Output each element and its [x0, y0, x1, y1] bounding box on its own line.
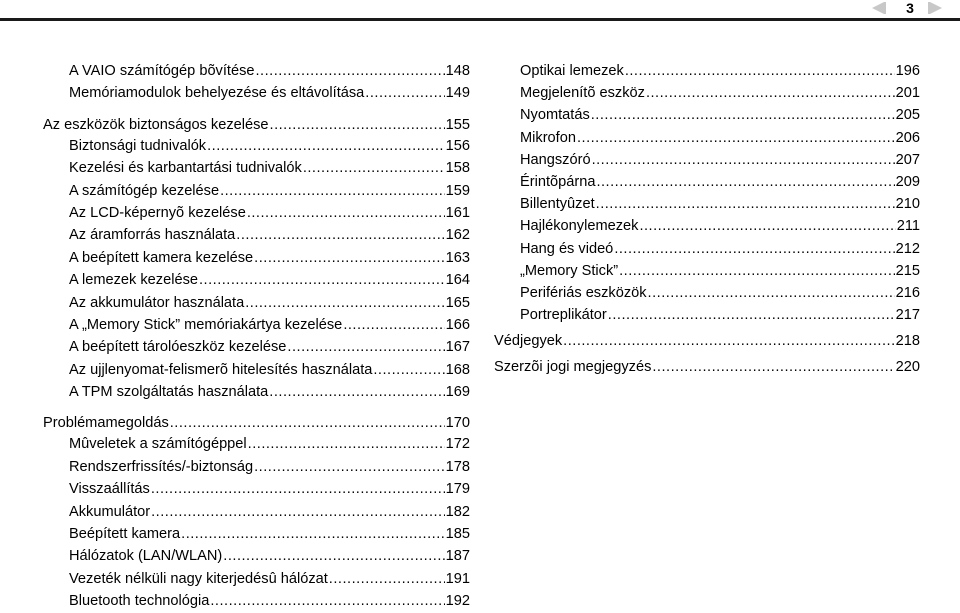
page-number: 3	[906, 0, 914, 16]
toc-entry[interactable]	[43, 590, 470, 612]
toc-entry[interactable]	[43, 105, 470, 135]
toc-dot-leader	[648, 282, 895, 304]
toc-entry-page: 196	[895, 63, 920, 79]
toc-entry-title: A beépített tárolóeszköz kezelése	[69, 339, 287, 356]
toc-entry[interactable]	[43, 135, 470, 157]
toc-entry[interactable]	[43, 456, 470, 478]
toc-entry[interactable]	[43, 157, 470, 179]
toc-entry-page: 210	[895, 196, 920, 213]
toc-dot-leader	[329, 568, 445, 590]
toc-entry-page: 179	[445, 481, 470, 498]
toc-dot-leader	[199, 269, 445, 291]
toc-entry-title: Hangszóró	[520, 151, 591, 168]
toc-entry-page: 218	[895, 333, 920, 350]
toc-entry-title: A számítógép kezelése	[69, 182, 220, 199]
header-rule	[0, 18, 960, 21]
toc-entry[interactable]	[43, 359, 470, 381]
toc-entry-page: 166	[445, 316, 470, 333]
toc-entry-page: 169	[445, 384, 470, 401]
toc-entry-page: 167	[445, 339, 470, 356]
toc-entry-page: 205	[895, 107, 920, 124]
toc-entry-title: Vezeték nélküli nagy kiterjedésû hálózat	[69, 570, 328, 587]
toc-dot-leader	[210, 590, 444, 612]
toc-entry-title: A beépített kamera kezelése	[69, 249, 254, 266]
toc-entry[interactable]	[43, 82, 470, 104]
toc-entry-title: Az eszközök biztonságos kezelése	[43, 116, 269, 133]
toc-entry-page: 163	[445, 249, 470, 266]
toc-entry-title: Az ujjlenyomat-felismerõ hitelesítés használata	[69, 361, 373, 378]
toc-entry-title: Hang és videó	[520, 240, 614, 257]
toc-entry[interactable]	[43, 247, 470, 269]
toc-entry-title: Mûveletek a számítógéppel	[69, 436, 247, 453]
toc-dot-leader	[248, 433, 445, 455]
toc-entry-title: Memóriamodulok behelyezése és eltávolítása	[69, 85, 365, 102]
toc-entry-page: 185	[445, 526, 470, 543]
toc-dot-leader	[220, 180, 445, 202]
toc-entry[interactable]	[494, 238, 920, 260]
toc-entry[interactable]	[43, 60, 470, 82]
toc-entry-title: A lemezek kezelése	[69, 272, 198, 289]
toc-entry-title: Akkumulátor	[69, 503, 151, 520]
toc-entry[interactable]	[43, 478, 470, 500]
toc-entry[interactable]	[43, 292, 470, 314]
page-navigation	[850, 0, 960, 18]
toc-entry[interactable]	[494, 282, 920, 304]
toc-entry-title: Problémamegoldás	[43, 415, 169, 432]
toc-entry-page: 162	[445, 227, 470, 244]
toc-entry-title: Szerzõi jogi megjegyzés	[494, 359, 652, 376]
toc-entry-title: Beépített kamera	[69, 526, 181, 543]
toc-entry-page: 215	[895, 262, 920, 279]
toc-dot-leader	[639, 215, 895, 237]
toc-dot-leader	[625, 60, 895, 82]
toc-dot-leader	[591, 104, 895, 126]
toc-dot-leader	[577, 127, 895, 149]
toc-entry-title: Biztonsági tudnivalók	[69, 137, 207, 154]
toc-entry-title: Hálózatok (LAN/WLAN)	[69, 548, 223, 565]
toc-entry[interactable]	[43, 433, 470, 455]
toc-entry[interactable]	[494, 127, 920, 149]
toc-entry-page: 168	[445, 361, 470, 378]
toc-entry-title: A TPM szolgáltatás használata	[69, 384, 269, 401]
toc-dot-leader	[254, 247, 444, 269]
toc-entry[interactable]	[494, 326, 920, 352]
toc-entry-title: Visszaállítás	[69, 481, 150, 498]
toc-dot-leader	[365, 82, 444, 104]
toc-entry-title: Az LCD-képernyõ kezelése	[69, 204, 246, 221]
toc-dot-leader	[652, 352, 894, 382]
toc-dot-leader	[245, 292, 444, 314]
toc-entry-page: 207	[895, 151, 920, 168]
arrow-left-icon[interactable]	[872, 2, 884, 14]
toc-entry-page: 170	[445, 415, 470, 432]
toc-entry-title: Portreplikátor	[520, 307, 607, 324]
toc-entry-page: 148	[445, 63, 470, 79]
toc-entry-title: „Memory Stick”	[520, 262, 619, 279]
toc-entry-page: 216	[895, 284, 920, 301]
toc-left-column	[43, 60, 470, 613]
toc-entry-page: 165	[445, 294, 470, 311]
toc-entry[interactable]	[494, 352, 920, 378]
toc-entry[interactable]	[494, 171, 920, 193]
toc-dot-leader	[181, 523, 445, 545]
toc-dot-leader	[151, 478, 445, 500]
toc-entry-title: Az akkumulátor használata	[69, 294, 245, 311]
toc-entry[interactable]	[43, 180, 470, 202]
toc-dot-leader	[256, 60, 445, 82]
toc-dot-leader	[596, 171, 894, 193]
toc-entry-page: 201	[895, 85, 920, 102]
toc-entry-title: Mikrofon	[520, 129, 576, 146]
toc-entry-title: A VAIO számítógép bõvítése	[69, 63, 255, 79]
toc-entry-page: 211	[896, 218, 920, 235]
toc-dot-leader	[614, 238, 894, 260]
toc-entry-page: 164	[445, 272, 470, 289]
toc-entry-page: 182	[445, 503, 470, 520]
toc-entry-page: 187	[445, 548, 470, 565]
toc-entry[interactable]	[43, 202, 470, 224]
toc-dot-leader	[303, 157, 445, 179]
toc-entry-title: Rendszerfrissítés/-biztonság	[69, 458, 254, 475]
toc-entry[interactable]	[494, 304, 920, 326]
toc-entry-title: Megjelenítõ eszköz	[520, 85, 645, 102]
toc-entry-page: 212	[895, 240, 920, 257]
toc-dot-leader	[592, 149, 895, 171]
toc-dot-leader	[619, 260, 895, 282]
toc-entry-title: Kezelési és karbantartási tudnivalók	[69, 160, 302, 177]
toc-entry-page: 149	[445, 85, 470, 102]
toc-entry-title: Bluetooth technológia	[69, 593, 210, 610]
toc-entry-page: 217	[895, 307, 920, 324]
toc-dot-leader	[223, 545, 444, 567]
toc-entry[interactable]	[494, 60, 920, 82]
toc-dot-leader	[254, 456, 445, 478]
toc-entry-page: 172	[445, 436, 470, 453]
toc-dot-leader	[236, 224, 444, 246]
toc-entry-title: Érintõpárna	[520, 173, 596, 190]
toc-entry[interactable]	[494, 260, 920, 282]
toc-dot-leader	[269, 381, 444, 403]
toc-entry[interactable]	[494, 82, 920, 104]
toc-entry-title: A „Memory Stick” memóriakártya kezelése	[69, 316, 343, 333]
toc-entry-page: 156	[445, 137, 470, 154]
toc-entry[interactable]	[43, 269, 470, 291]
arrow-right-icon[interactable]	[930, 2, 942, 14]
toc-entry-title: Az áramforrás használata	[69, 227, 236, 244]
toc-entry[interactable]	[43, 403, 470, 433]
toc-dot-leader	[207, 135, 445, 157]
toc-entry-page: 192	[445, 593, 470, 610]
toc-entry-page: 161	[445, 204, 470, 221]
toc-entry-page: 158	[445, 160, 470, 177]
toc-right-column	[494, 60, 920, 378]
toc-entry[interactable]	[494, 215, 920, 237]
toc-entry[interactable]	[43, 501, 470, 523]
toc-entry-title: Optikai lemezek	[520, 63, 624, 79]
toc-entry[interactable]	[43, 314, 470, 336]
toc-entry[interactable]	[43, 381, 470, 403]
toc-entry-page: 206	[895, 129, 920, 146]
toc-entry-page: 191	[445, 570, 470, 587]
toc-entry-page: 159	[445, 182, 470, 199]
toc-dot-leader	[247, 202, 445, 224]
toc-entry-title: Védjegyek	[494, 333, 563, 350]
toc-entry[interactable]	[494, 149, 920, 171]
toc-entry-page: 155	[445, 116, 470, 133]
toc-dot-leader	[151, 501, 445, 523]
toc-entry-title: Hajlékonylemezek	[520, 218, 639, 235]
toc-dot-leader	[343, 314, 444, 336]
toc-dot-leader	[287, 336, 444, 358]
toc-entry-title: Perifériás eszközök	[520, 284, 647, 301]
toc-dot-leader	[608, 304, 895, 326]
toc-dot-leader	[596, 193, 895, 215]
toc-entry[interactable]	[43, 523, 470, 545]
toc-entry-title: Nyomtatás	[520, 107, 590, 124]
toc-dot-leader	[646, 82, 895, 104]
toc-entry[interactable]	[43, 568, 470, 590]
toc-entry-page: 178	[445, 458, 470, 475]
toc-entry[interactable]	[43, 224, 470, 246]
toc-dot-leader	[373, 359, 444, 381]
toc-entry-page: 220	[895, 359, 920, 376]
toc-entry-title: Billentyûzet	[520, 196, 595, 213]
toc-entry[interactable]	[43, 336, 470, 358]
toc-entry[interactable]	[43, 545, 470, 567]
toc-entry-page: 209	[895, 173, 920, 190]
toc-entry[interactable]	[494, 193, 920, 215]
toc-entry[interactable]	[494, 104, 920, 126]
